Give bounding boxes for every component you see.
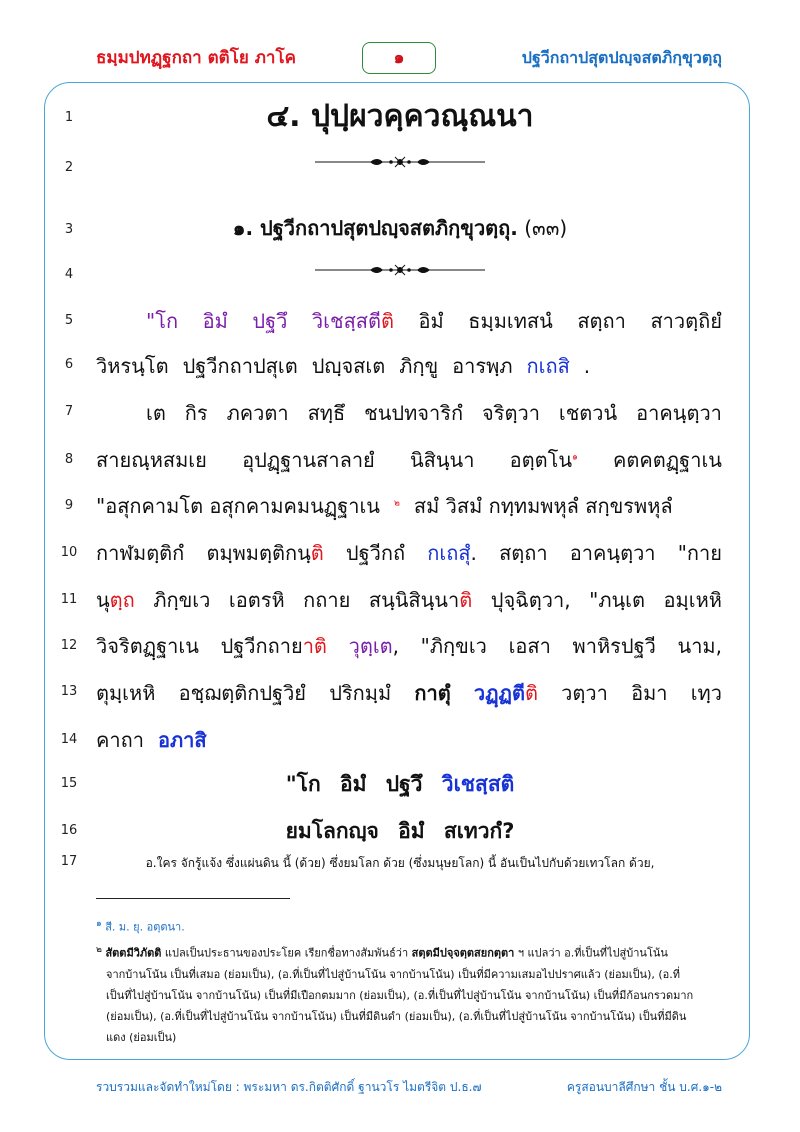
- verse-line-2: [0, 815, 800, 848]
- line-number: 17: [60, 854, 78, 869]
- footnote-2: [96, 940, 726, 1048]
- footnote-line: (ย่อมเป็น), (อ.ที่เป็นที่ไปสู่บ้านโน้น จากบ้านโน้น) เป็นที่มีดินดำ (ย่อมเป็น), (อ.ที่เป็นที่ไปสู่บ้านโน้น จากบ้านโน้น) เป็นที่มีดิน: [106, 1009, 687, 1023]
- word: ปุจฺฉิตฺวา,: [490, 588, 571, 612]
- word: เอตรหิ: [228, 588, 285, 612]
- line-number: 1: [64, 110, 74, 125]
- text-line-11: [96, 584, 722, 616]
- word: ปฐวึ: [385, 772, 423, 796]
- word: วุตฺเต,: [348, 634, 399, 658]
- word: เทฺว: [690, 681, 722, 705]
- word: ปญฺจสเต: [311, 354, 386, 378]
- word: กาฬมตฺติกํ: [96, 541, 185, 565]
- footnote-divider: [96, 898, 290, 899]
- footnote-line: $^๒$ สัตตมีวิภัตติ แปลเป็นประธานของประโยค เรียกชื่อทางสัมพันธ์ว่า สตฺตมีปจฺจตฺตสยกตฺตา ฯ แปลว่า อ.ที่เป็นที่ไปสู่บ้านโน้น: [96, 945, 668, 960]
- line-number: 9: [64, 498, 74, 513]
- word: ปริกมฺมํ: [329, 681, 392, 705]
- word: วิเชสฺสติ: [441, 772, 515, 796]
- text-line-14: [96, 724, 722, 756]
- line-number: 2: [64, 160, 74, 175]
- word: พาหิรปฐวี: [572, 634, 656, 658]
- word: กถาย: [303, 588, 351, 612]
- footnote-ref: ๒: [393, 498, 400, 509]
- word: วฏฺฏตีติ: [473, 681, 538, 705]
- word: นิสินฺนา: [410, 448, 475, 472]
- word: ธมฺมเทสนํ: [468, 309, 553, 333]
- line-number: 4: [64, 267, 74, 282]
- word: วิจริตฏฺฐาเน: [96, 634, 199, 658]
- word: สตฺถา: [499, 541, 548, 565]
- footnote-text: สี. ม. ยุ. อตฺตนา.: [105, 920, 185, 934]
- text-line-9: [96, 490, 722, 522]
- line-number: 14: [60, 732, 78, 747]
- text-line-13: [96, 677, 722, 709]
- word: "โก: [146, 309, 179, 333]
- word: สทฺธึ: [307, 401, 346, 425]
- word: กิร: [184, 401, 208, 425]
- word: ยมโลกญฺจ: [285, 819, 379, 843]
- word: อภาสิ: [157, 728, 207, 752]
- footnote-line: จากบ้านโน้น เป็นที่เสมอ (ย่อมเป็น), (อ.ที่เป็นที่ไปสู่บ้านโน้น จากบ้านโน้น) เป็นที่มีความเสมอไปปราศแล้ว (ย่อมเป็น), (อ.ที่: [106, 967, 681, 981]
- word: ตุมฺเหหิ: [96, 681, 156, 705]
- word: อิมํ: [398, 819, 425, 843]
- line-number: 8: [64, 452, 74, 467]
- word: สเทวกํ?: [443, 819, 515, 843]
- word: กเถสุํ.: [427, 541, 477, 565]
- word: "อสุกคามโต อสุกคามคมนฏฺฐาเน $^๒$: [96, 494, 400, 518]
- story-title-ref: (๓๓): [524, 216, 568, 240]
- line-number: 12: [60, 638, 78, 653]
- line-number: 10: [60, 545, 78, 560]
- word: อาคนฺตฺวา: [636, 401, 722, 425]
- story-title: [0, 212, 800, 244]
- word: วิหรนฺโต: [96, 354, 169, 378]
- running-header-left: ธมฺมปทฏฺฐกถา ตติโย ภาโค: [96, 48, 296, 68]
- line-number: 5: [64, 313, 74, 328]
- running-header-right: ปฐวีกถาปสุตปญฺจสตภิกฺขุวตฺถุ: [521, 48, 722, 67]
- line-number: 15: [60, 776, 78, 791]
- word: อารพฺภ: [452, 354, 513, 378]
- word: "ภิกฺขเว: [420, 634, 487, 658]
- word: นาม,: [677, 634, 722, 658]
- word: อมฺเหหิ: [663, 588, 722, 612]
- word: อิมํ: [418, 309, 444, 333]
- word: อชฺฌตฺติกปฐวิยํ: [178, 681, 307, 705]
- word: จริตฺวา: [482, 401, 540, 425]
- footer-credit: รวบรวมและจัดทำใหม่โดย : พระมหา ดร.กิตติศักดิ์ ฐานวโร ไมตรีจิต ป.ธ.๗: [96, 1080, 482, 1094]
- word: ชนปทจาริกํ: [364, 401, 464, 425]
- word: "กาย: [677, 541, 722, 565]
- word: นุตฺถ: [96, 588, 135, 612]
- word: กาตุํ: [414, 681, 451, 705]
- line-number: 7: [64, 404, 74, 419]
- text-line-5: [146, 305, 722, 337]
- word: ภิกฺขเว: [153, 588, 211, 612]
- word: "โก: [285, 772, 321, 796]
- word: เอสา: [508, 634, 551, 658]
- word: อิมา: [631, 681, 668, 705]
- word: กเถสิ .: [526, 354, 591, 378]
- chapter-title: ๔. ปุปฺผวคฺควณฺณนา: [266, 99, 534, 134]
- word: ภควตา: [226, 401, 289, 425]
- line-number: 13: [60, 684, 78, 699]
- word: สาวตฺถิยํ: [650, 309, 722, 333]
- word: สายณฺหสมเย: [96, 448, 207, 472]
- word: วิเชสฺสตีติ: [311, 309, 394, 333]
- word: สตฺถา: [577, 309, 626, 333]
- word: ภิกฺขู: [399, 354, 439, 378]
- word: อาคนฺตฺวา: [569, 541, 656, 565]
- text-line-12: [96, 630, 722, 662]
- word: เชตวนํ: [558, 401, 618, 425]
- line-number: 11: [60, 592, 78, 607]
- word: ปฐวีกถายาติ: [220, 634, 327, 658]
- word: อิมํ: [339, 772, 367, 796]
- text-line-8: [96, 444, 722, 476]
- word: สนฺนิสินฺนาติ: [368, 588, 473, 612]
- word: สมํ วิสมํ กทฺทมพหุลํ สกฺขรพหุลํ: [413, 494, 673, 518]
- footnote-mark: ๒: [96, 945, 102, 955]
- word: อิมํ: [202, 309, 228, 333]
- text-line-6: [96, 350, 722, 382]
- page-number-badge: ๑: [362, 42, 436, 74]
- word: วตฺวา: [561, 681, 608, 705]
- footnote-ref: ๑: [572, 452, 578, 463]
- ornament-divider-icon: [315, 154, 485, 170]
- verse-line-1: [0, 768, 800, 801]
- text-line-7: [146, 397, 722, 429]
- line-number: 6: [64, 357, 74, 372]
- word: ปฐวึ: [252, 309, 288, 333]
- word: "ภนฺเต: [589, 588, 646, 612]
- footnote-line: เป็นที่ไปสู่บ้านโน้น จากบ้านโน้น) เป็นที่มีเปือกตมมาก (ย่อมเป็น), (อ.ที่เป็นที่ไปสู่บ้านโน้น จากบ้านโน้น) เป็นที่มีก้อนกรวดมาก: [106, 988, 694, 1002]
- word: อุปฏฺฐานสาลายํ: [242, 448, 375, 472]
- word: คาถา: [96, 728, 144, 752]
- footnote-mark: ๑: [96, 919, 102, 929]
- word: คตคตฏฺฐาเน: [613, 448, 722, 472]
- word: อตฺตโน$^๑$: [509, 448, 578, 472]
- translation-line: อ.ใคร จักรู้แจ้ง ซึ่งแผ่นดิน นี้ (ด้วย) ซึ่งยมโลก ด้วย (ซึ่งมนุษยโลก) นี้ อันเป็นไปกับด้วยเทวโลก ด้วย,: [145, 856, 655, 870]
- line-number: 16: [60, 823, 78, 838]
- word: ตมฺพมตฺติกนฺติ: [206, 541, 324, 565]
- footer-course: ครูสอนบาลีศึกษา ชั้น บ.ศ.๑-๒: [566, 1080, 722, 1094]
- word: ปฐวีกถํ: [345, 541, 406, 565]
- word: เต: [146, 401, 166, 425]
- word: ปฐวีกถาปสุเต: [182, 354, 298, 378]
- footnote-1: [96, 916, 185, 936]
- text-line-10: [96, 537, 722, 569]
- line-number: 3: [64, 222, 74, 237]
- footnote-line: แดง (ย่อมเป็น): [106, 1030, 177, 1044]
- ornament-divider-icon: [315, 262, 485, 278]
- story-title-main: ๑. ปฐวีกถาปสุตปญฺจสตภิกฺขุวตฺถุ.: [232, 216, 518, 240]
